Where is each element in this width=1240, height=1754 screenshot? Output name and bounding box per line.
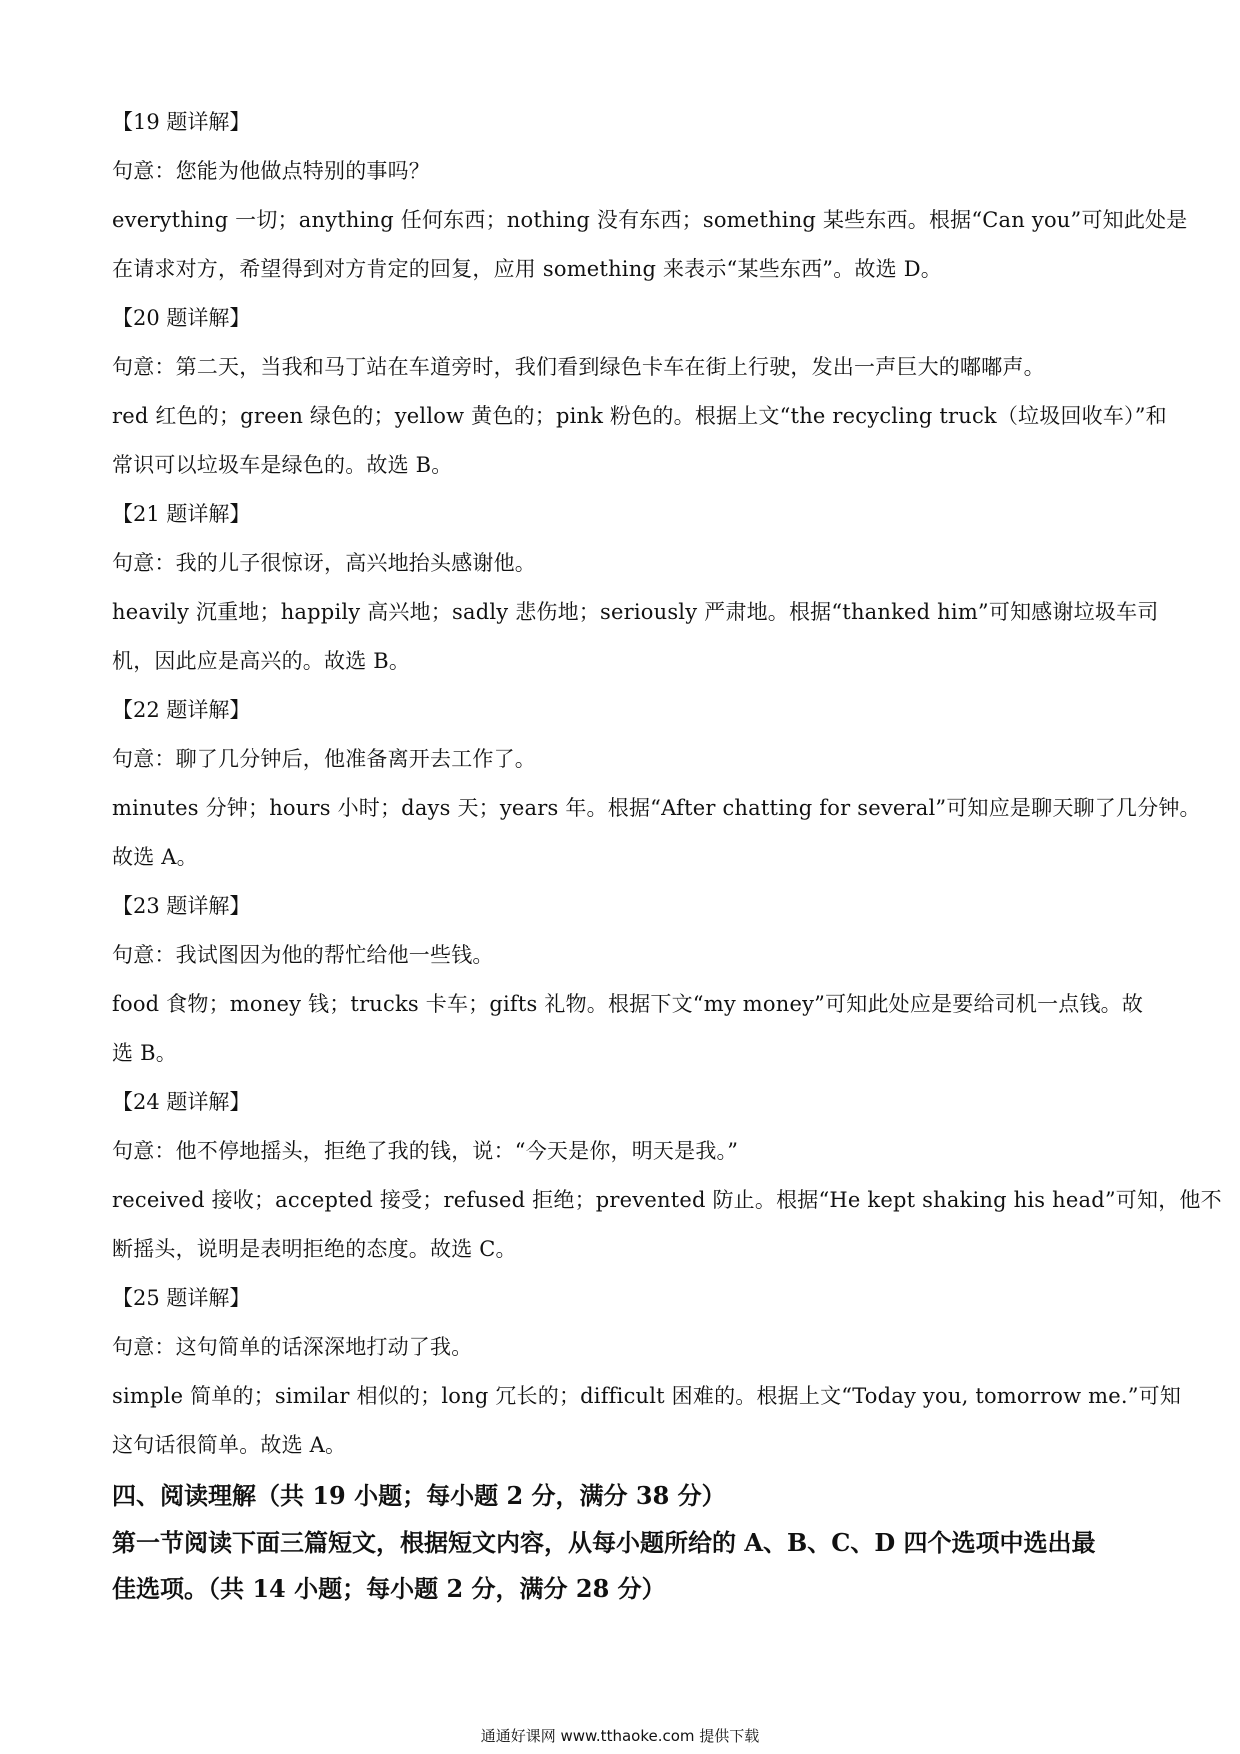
explanation-25: [112, 1274, 1182, 1470]
explanation-21: [112, 490, 1159, 686]
explanation-heading: 【25 题详解】: [112, 1286, 251, 1310]
explanation-line: 句意：您能为他做点特别的事吗？: [112, 159, 430, 183]
explanation-heading: 【24 题详解】: [112, 1090, 251, 1114]
explanation-19: [112, 98, 1188, 294]
explanation-heading: 【21 题详解】: [112, 502, 251, 526]
explanation-line: 句意：他不停地摇头，拒绝了我的钱，说：“今天是你，明天是我。”: [112, 1139, 739, 1163]
explanation-line: 句意：这句简单的话深深地打动了我。: [112, 1335, 473, 1359]
explanation-line: received 接收；accepted 接受；refused 拒绝；prevented 防止。根据“He kept shaking his head”可知，他不: [112, 1188, 1222, 1212]
explanation-line: 句意：我试图因为他的帮忙给他一些钱。: [112, 943, 494, 967]
document-body: [112, 98, 1222, 1612]
explanation-heading: 【22 题详解】: [112, 698, 251, 722]
explanation-heading: 【23 题详解】: [112, 894, 251, 918]
explanation-line: 机，因此应是高兴的。故选 B。: [112, 649, 411, 673]
explanation-line: everything 一切；anything 任何东西；nothing 没有东西；something 某些东西。根据“Can you”可知此处是: [112, 208, 1188, 232]
explanation-line: 选 B。: [112, 1041, 177, 1065]
explanation-24: [112, 1078, 1222, 1274]
section-instruction-line: 佳选项。（共 14 小题；每小题 2 分，满分 28 分）: [112, 1574, 666, 1603]
page-footer: 通通好课网 www.tthaoke.com 提供下载: [480, 1727, 760, 1745]
explanation-line: 这句话很简单。故选 A。: [112, 1433, 347, 1457]
explanation-line: 常识可以垃圾车是绿色的。故选 B。: [112, 453, 453, 477]
explanation-line: food 食物；money 钱；trucks 卡车；gifts 礼物。根据下文“my money”可知此处应是要给司机一点钱。故: [112, 992, 1144, 1016]
explanation-line: red 红色的；green 绿色的；yellow 黄色的；pink 粉色的。根据上文“the recycling truck（垃圾回收车）”和: [112, 404, 1167, 428]
explanation-line: minutes 分钟；hours 小时；days 天；years 年。根据“After chatting for several”可知应是聊天聊了几分钟。: [112, 796, 1201, 820]
explanation-heading: 【20 题详解】: [112, 306, 251, 330]
explanation-line: 句意：聊了几分钟后，他准备离开去工作了。: [112, 747, 536, 771]
explanation-line: 断摇头，说明是表明拒绝的态度。故选 C。: [112, 1237, 517, 1261]
section-instruction-line: 第一节阅读下面三篇短文，根据短文内容，从每小题所给的 A、B、C、D 四个选项中选出最: [112, 1528, 1096, 1557]
explanation-line: simple 简单的；similar 相似的；long 冗长的；difficult 困难的。根据上文“Today you, tomorrow me.”可知: [112, 1384, 1182, 1408]
explanation-line: 句意：我的儿子很惊讶，高兴地抬头感谢他。: [112, 551, 536, 575]
section-title: 四、阅读理解（共 19 小题；每小题 2 分，满分 38 分）: [112, 1481, 726, 1510]
explanation-22: [112, 686, 1201, 882]
explanation-line: 故选 A。: [112, 845, 198, 869]
explanation-heading: 【19 题详解】: [112, 110, 251, 134]
explanation-line: 在请求对方，希望得到对方肯定的回复，应用 something 来表示“某些东西”。故选 D。: [112, 257, 942, 281]
explanation-line: 句意：第二天，当我和马丁站在车道旁时，我们看到绿色卡车在街上行驶，发出一声巨大的嘟嘟声。: [112, 355, 1045, 379]
explanation-20: [112, 294, 1167, 490]
explanation-line: heavily 沉重地；happily 高兴地；sadly 悲伤地；seriously 严肃地。根据“thanked him”可知感谢垃圾车司: [112, 600, 1159, 624]
explanation-23: [112, 882, 1144, 1078]
